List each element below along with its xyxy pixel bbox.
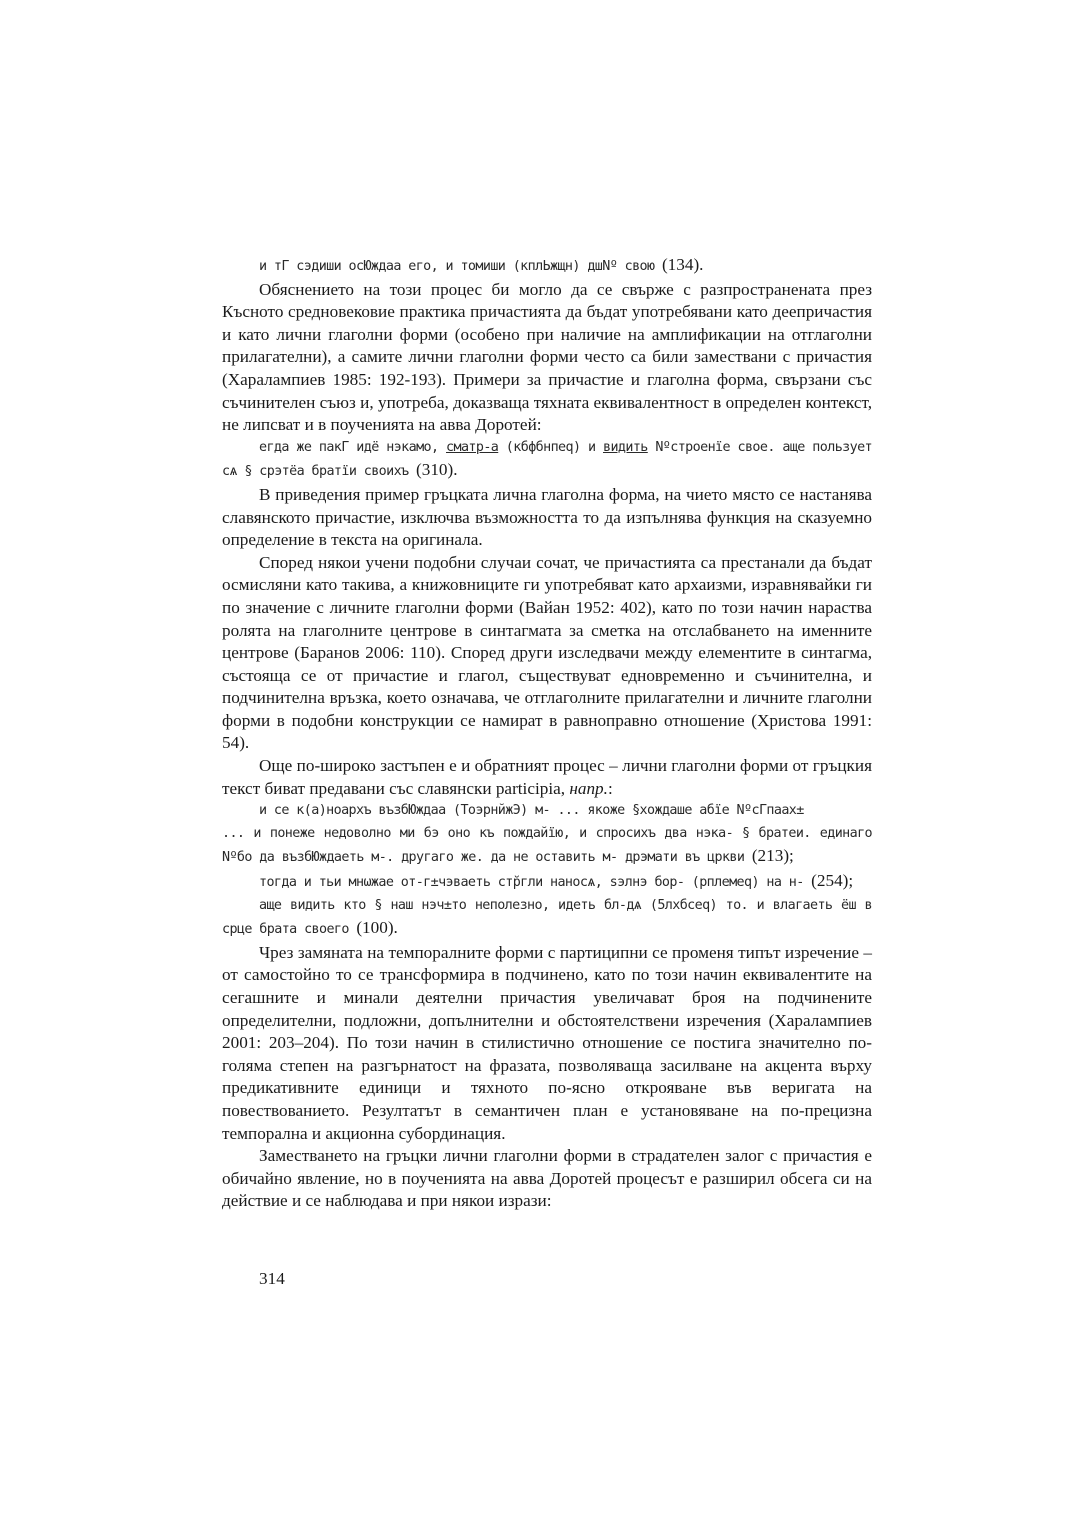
church-slavonic-quote xyxy=(222,254,872,279)
abbreviation-italic: напр. xyxy=(569,778,608,798)
body-paragraph: Чрез замяната на темпоралните форми с партиципни се променя типът изречение – от самостойно то се трансформира в подчинено, като по този начин еквивалентите на сегашните и минали деятелни причастия увеличават броя на подчинените определителни, подложни, допълнителни и обстоятелствени изречения (Харалампиев 2001: 203–204). По този начин в стилистично отношение се постига значително по-голяма степен на разгърнатост на фразата, позволяваща засилване на акцента върху предикативните единици и тяхното по-ясно открояване във веригата на повествованието. Резултатът в семантичен план е установяване на по-прецизна темпорална и акционна субординация. xyxy=(222,942,872,1143)
quote-reference: (100). xyxy=(356,918,398,938)
main-text-column xyxy=(222,254,872,1213)
quote-text: Nºстроенїе свое. аще пользует сѧ § срэтёа братїи своихъ xyxy=(222,439,873,480)
body-paragraph xyxy=(222,755,872,800)
quote-text: аще видить кто § наш нэч±то неполезно, идеть бл-дѧ (5лхбсеq) то. и влагаеть ёш в срце брата своего xyxy=(222,897,872,938)
quote-text: егда же пакГ идё нэкамо, xyxy=(259,439,447,455)
quote-reference: (213); xyxy=(751,846,794,866)
body-paragraph: Според някои учени подобни случаи сочат, че причастията са престанали да бъдат осмисляни като такива, а книжовниците ги употребяват като архаизми, изравнявайки ги по значение с личните глаголни форми (Вайан 1952: 402), като по този начин нараства ролята на глаголните центрове в синтагмата за сметка на отслабването на именните центрове (Баранов 2006: 110). Според други изследвачи между елементите в синтагма, състояща се от причастие и глагол, съществуват едновременно и съчинителна, и подчинителна връзка, което означава, че отглаголните прилагателни и личните глаголни форми в подобни конструкции се намират в равноправно отношение (Христова 1991: 54). xyxy=(222,552,872,753)
paragraph-text: Още по-широко застъпен е и обратният процес – лични глаголни форми от гръцкия текст биват предавани със славянски participia, xyxy=(222,756,872,798)
church-slavonic-quote xyxy=(222,823,872,870)
quote-text: ... и понеже недоволно ми бэ оно къ пождайїю, и спросихъ два нэка- § братеи. единаго Nºбо да възбЮждаеть м-. другаго же. да не оставить м- дрэмати въ цркви xyxy=(222,825,872,866)
quote-text: (кбфбнпеq) и xyxy=(498,439,603,455)
quote-reference: (254); xyxy=(811,871,854,891)
church-slavonic-quote xyxy=(222,437,872,484)
quote-text: и тГ сэдиши осЮждаа его, и томиши (кплЬжщн) дшNº свою xyxy=(259,259,655,274)
church-slavonic-quote xyxy=(222,800,872,823)
quote-text: тогда и тьи мнωжае от-г±чэваеть стр̆гли наносѧ, sэлнэ бор- (рплемеq) на н- xyxy=(259,875,804,891)
underlined-word: сматр-а xyxy=(446,439,499,455)
quote-reference: (134). xyxy=(661,255,704,274)
quote-reference: (310). xyxy=(416,460,458,480)
body-paragraph: Заместването на гръцки лични глаголни форми в страдателен залог с причастия е обичайно явление, но в поученията на авва Доротей процесът е разширил обсега си на действие и се наблюдава и при някои изрази: xyxy=(222,1146,872,1211)
church-slavonic-quote xyxy=(222,895,872,942)
quote-text: и се к(а)ноархъ възбЮждаа (ТоэрнйжЭ) м- ... якоже §хождаше абїе NºсГпаах± xyxy=(259,803,804,819)
underlined-word: видить xyxy=(603,439,648,455)
paragraph-text: : xyxy=(607,778,613,798)
church-slavonic-quote xyxy=(222,870,872,895)
body-paragraph: Обяснението на този процес би могло да се свърже с разпространената през Късното средновековие практика причастията да бъдат употребявани като деепричастия и като лични глаголни форми (особено при наличие на амплификации на отглаголни прилагателни), а самите лични глаголни форми често са били замествани с причастия (Харалампиев 1985: 192-193). Примери за причастие и глаголна форма, свързани със съчинителен съюз и, употреба, доказваща тяхната еквивалентност в определен контекст, не липсват и в поученията на авва Доротей: xyxy=(222,279,872,435)
body-paragraph: В приведения пример гръцката лична глаголна форма, на чието място се настанява славянското причастие, изключва възможността то да изпълнява функция на сказуемно определение в текста на оригинала. xyxy=(222,484,872,550)
page-number: 314 xyxy=(259,1269,285,1288)
